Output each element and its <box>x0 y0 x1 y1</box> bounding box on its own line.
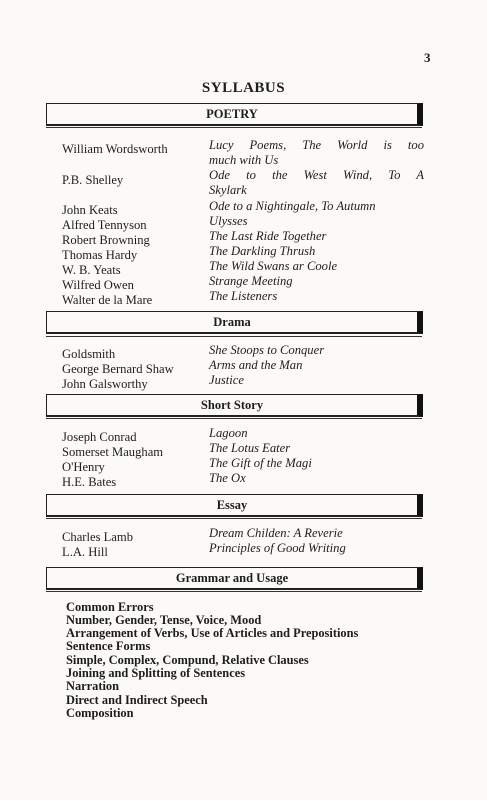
section-divider <box>46 418 422 419</box>
work-title: Lucy Poems, The World is too <box>209 138 424 152</box>
grammar-item: Common Errors <box>66 600 154 614</box>
work-title: The Listeners <box>209 289 278 303</box>
author-name: P.B. Shelley <box>62 173 124 187</box>
work-title: Principles of Good Writing <box>209 541 346 555</box>
section-heading-poetry: POETRY <box>46 103 423 126</box>
author-name: O'Henry <box>62 460 105 474</box>
author-name: Joseph Conrad <box>62 430 137 444</box>
author-name: Somerset Maugham <box>62 445 164 459</box>
work-title: Skylark <box>209 183 247 197</box>
work-title: Arms and the Man <box>209 358 303 372</box>
author-name: Charles Lamb <box>62 530 133 544</box>
work-title: The Gift of the Magi <box>209 456 312 470</box>
grammar-item: Direct and Indirect Speech <box>66 693 208 707</box>
work-title: The Last Ride Together <box>209 229 327 243</box>
section-divider <box>46 127 422 128</box>
author-name: H.E. Bates <box>62 475 117 489</box>
work-title: Dream Childen: A Reverie <box>209 526 343 540</box>
work-title: Ode to the West Wind, To A <box>209 168 424 182</box>
section-heading-grammar: Grammar and Usage <box>46 567 423 590</box>
author-name: Walter de la Mare <box>62 293 153 307</box>
work-title: Ode to a Nightingale, To Autumn <box>209 199 376 213</box>
work-title: Lagoon <box>209 426 248 440</box>
grammar-item: Composition <box>66 706 134 720</box>
author-name: Goldsmith <box>62 347 116 361</box>
author-name: John Keats <box>62 203 118 217</box>
work-title: She Stoops to Conquer <box>209 343 325 357</box>
section-divider <box>46 591 422 592</box>
section-heading-essay: Essay <box>46 494 423 517</box>
work-title: The Wild Swans ar Coole <box>209 259 338 273</box>
section-heading-drama: Drama <box>46 311 423 334</box>
grammar-item: Number, Gender, Tense, Voice, Mood <box>66 613 262 627</box>
grammar-item: Arrangement of Verbs, Use of Articles and Prepositions <box>66 626 359 640</box>
work-title: The Darkling Thrush <box>209 244 316 258</box>
author-name: Thomas Hardy <box>62 248 138 262</box>
author-name: George Bernard Shaw <box>62 362 174 376</box>
section-divider <box>46 518 422 519</box>
grammar-item: Simple, Complex, Compund, Relative Clauses <box>66 653 309 667</box>
author-name: Wilfred Owen <box>62 278 134 292</box>
author-name: John Galsworthy <box>62 377 148 391</box>
work-title: Ulysses <box>209 214 248 228</box>
work-title: The Ox <box>209 471 246 485</box>
work-title: much with Us <box>209 153 279 167</box>
author-name: W. B. Yeats <box>62 263 121 277</box>
work-title: Strange Meeting <box>209 274 293 288</box>
grammar-item: Sentence Forms <box>66 639 151 653</box>
work-title: The Lotus Eater <box>209 441 291 455</box>
author-name: L.A. Hill <box>62 545 108 559</box>
grammar-item: Joining and Splitting of Sentences <box>66 666 246 680</box>
author-name: Robert Browning <box>62 233 150 247</box>
author-name: William Wordsworth <box>62 142 168 156</box>
grammar-item: Narration <box>66 679 119 693</box>
section-divider <box>46 336 422 337</box>
page-number: 3 <box>424 50 431 65</box>
page-title: SYLLABUS <box>201 80 286 96</box>
author-name: Alfred Tennyson <box>62 218 147 232</box>
work-title: Justice <box>209 373 244 387</box>
section-heading-short-story: Short Story <box>46 394 423 417</box>
